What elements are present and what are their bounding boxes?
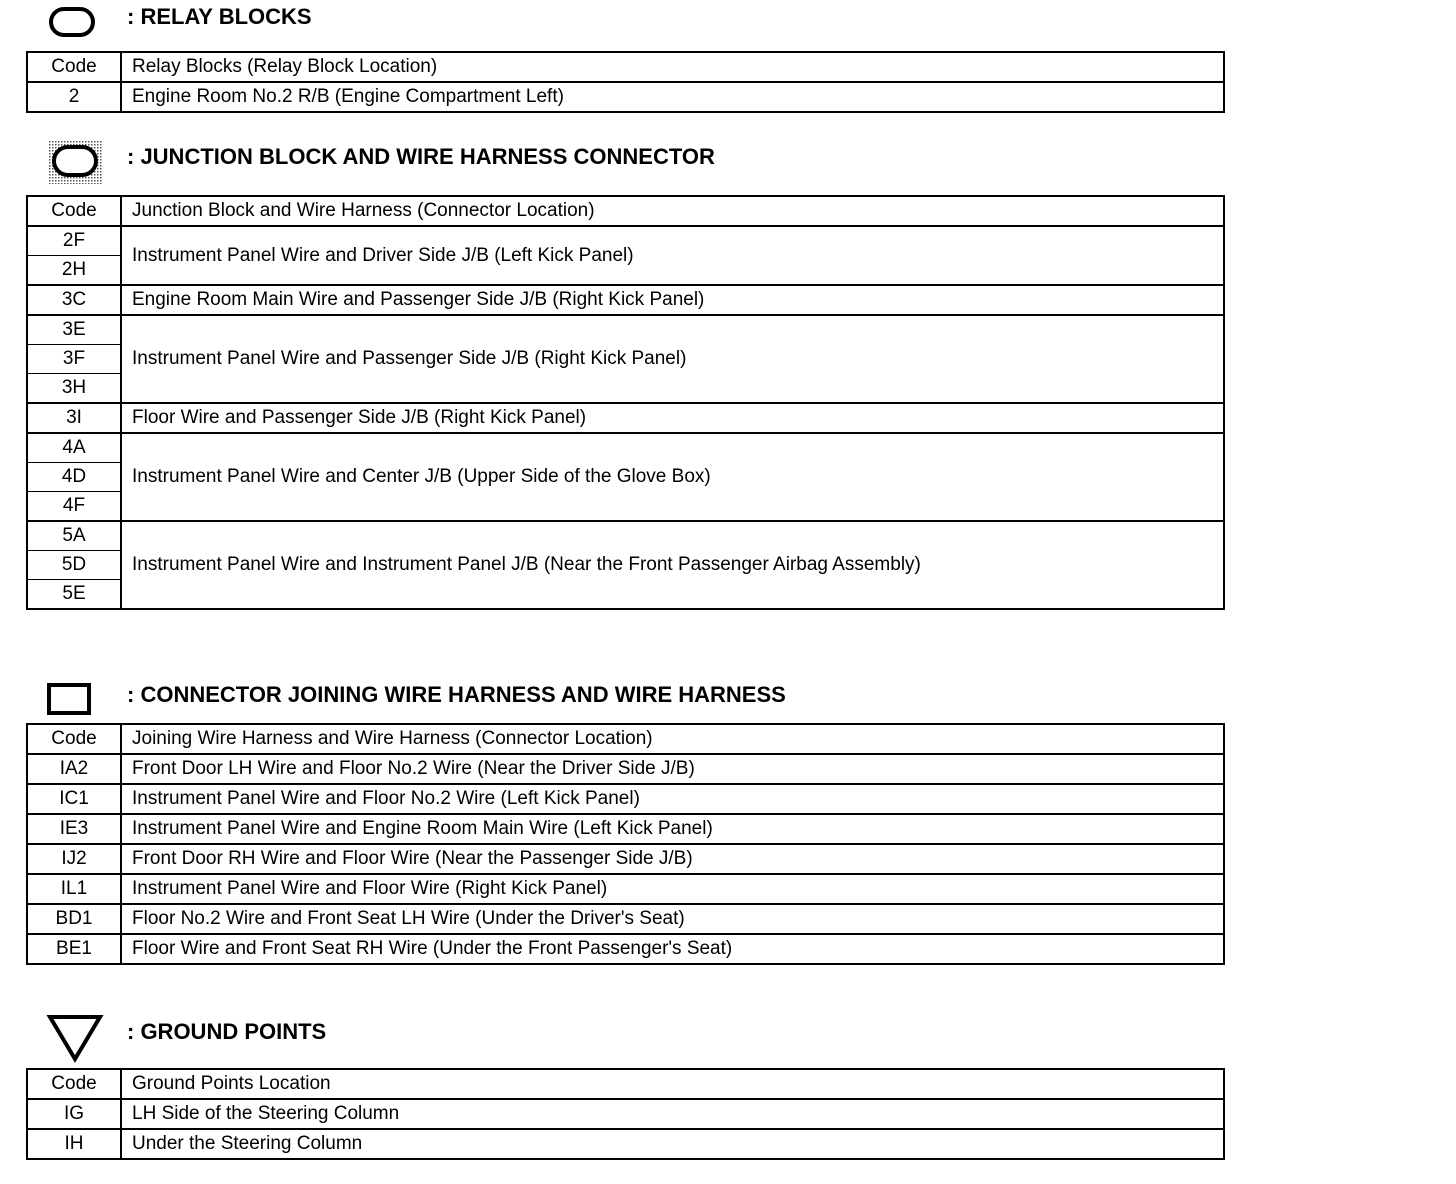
code-cell: IC1 [27,784,121,814]
code-cell: 4A [27,433,121,463]
ground-points-title: : GROUND POINTS [127,1019,327,1044]
code-cell: 3E [27,315,121,345]
table-row [27,874,1224,904]
junction-block-title: : JUNCTION BLOCK AND WIRE HARNESS CONNECTOR [127,144,715,169]
description-cell: Instrument Panel Wire and Center J/B (Upper Side of the Glove Box) [121,433,1224,521]
table-row [27,1099,1224,1129]
code-cell: IH [27,1129,121,1159]
code-cell: 5A [27,521,121,551]
description-cell: Floor No.2 Wire and Front Seat LH Wire (Under the Driver's Seat) [121,904,1224,934]
table-row [27,814,1224,844]
code-cell: 4D [27,463,121,492]
description-cell: Engine Room No.2 R/B (Engine Compartment Left) [121,82,1224,112]
table-header-row [27,1069,1224,1099]
description-cell: Instrument Panel Wire and Floor No.2 Wire (Left Kick Panel) [121,784,1224,814]
description-cell: Instrument Panel Wire and Engine Room Main Wire (Left Kick Panel) [121,814,1224,844]
code-cell: IE3 [27,814,121,844]
table-row [27,904,1224,934]
description-cell: Under the Steering Column [121,1129,1224,1159]
code-cell: 3F [27,345,121,374]
code-cell: IL1 [27,874,121,904]
description-cell: LH Side of the Steering Column [121,1099,1224,1129]
code-header: Code [27,1069,121,1099]
code-cell: IJ2 [27,844,121,874]
code-cell: IG [27,1099,121,1129]
table-row [27,844,1224,874]
rectangle-icon [46,682,94,718]
code-cell: 2H [27,256,121,286]
code-cell: IA2 [27,754,121,784]
description-cell: Instrument Panel Wire and Driver Side J/B (Left Kick Panel) [121,226,1224,285]
table-row [27,784,1224,814]
table-header-row [27,196,1224,226]
table-row [27,934,1224,964]
description-cell: Instrument Panel Wire and Passenger Side J/B (Right Kick Panel) [121,315,1224,403]
code-cell: 5D [27,551,121,580]
code-cell: 4F [27,492,121,522]
shaded-rounded-rect-icon [46,138,104,186]
code-cell: 3C [27,285,121,315]
code-cell: 3I [27,403,121,433]
table-row [27,226,1224,256]
table-header-row [27,52,1224,82]
ground-points-table [26,1068,1225,1160]
relay-blocks-table [26,51,1225,113]
table-row [27,521,1224,551]
description-cell: Instrument Panel Wire and Instrument Panel J/B (Near the Front Passenger Airbag Assembly) [121,521,1224,609]
description-cell: Instrument Panel Wire and Floor Wire (Right Kick Panel) [121,874,1224,904]
table-row [27,82,1224,112]
code-cell: 2F [27,226,121,256]
description-cell: Floor Wire and Passenger Side J/B (Right Kick Panel) [121,403,1224,433]
code-cell: BD1 [27,904,121,934]
rounded-rect-icon [46,4,98,38]
relay-blocks-title: : RELAY BLOCKS [127,4,312,29]
code-cell: 2 [27,82,121,112]
description-cell: Front Door LH Wire and Floor No.2 Wire (Near the Driver Side J/B) [121,754,1224,784]
code-cell: BE1 [27,934,121,964]
code-cell: 3H [27,374,121,404]
table-row [27,285,1224,315]
table-row [27,403,1224,433]
code-header: Code [27,196,121,226]
description-cell: Engine Room Main Wire and Passenger Side J/B (Right Kick Panel) [121,285,1224,315]
description-header: Joining Wire Harness and Wire Harness (Connector Location) [121,724,1224,754]
code-cell: 5E [27,580,121,610]
table-header-row [27,724,1224,754]
junction-block-table [26,195,1225,610]
code-header: Code [27,52,121,82]
description-header: Relay Blocks (Relay Block Location) [121,52,1224,82]
connector-joining-title: : CONNECTOR JOINING WIRE HARNESS AND WIRE HARNESS [127,682,786,707]
table-row [27,433,1224,463]
down-triangle-icon [46,1012,106,1064]
description-header: Ground Points Location [121,1069,1224,1099]
description-header: Junction Block and Wire Harness (Connector Location) [121,196,1224,226]
table-row [27,1129,1224,1159]
description-cell: Front Door RH Wire and Floor Wire (Near the Passenger Side J/B) [121,844,1224,874]
code-header: Code [27,724,121,754]
table-row [27,754,1224,784]
description-cell: Floor Wire and Front Seat RH Wire (Under the Front Passenger's Seat) [121,934,1224,964]
connector-joining-table [26,723,1225,965]
table-row [27,315,1224,345]
